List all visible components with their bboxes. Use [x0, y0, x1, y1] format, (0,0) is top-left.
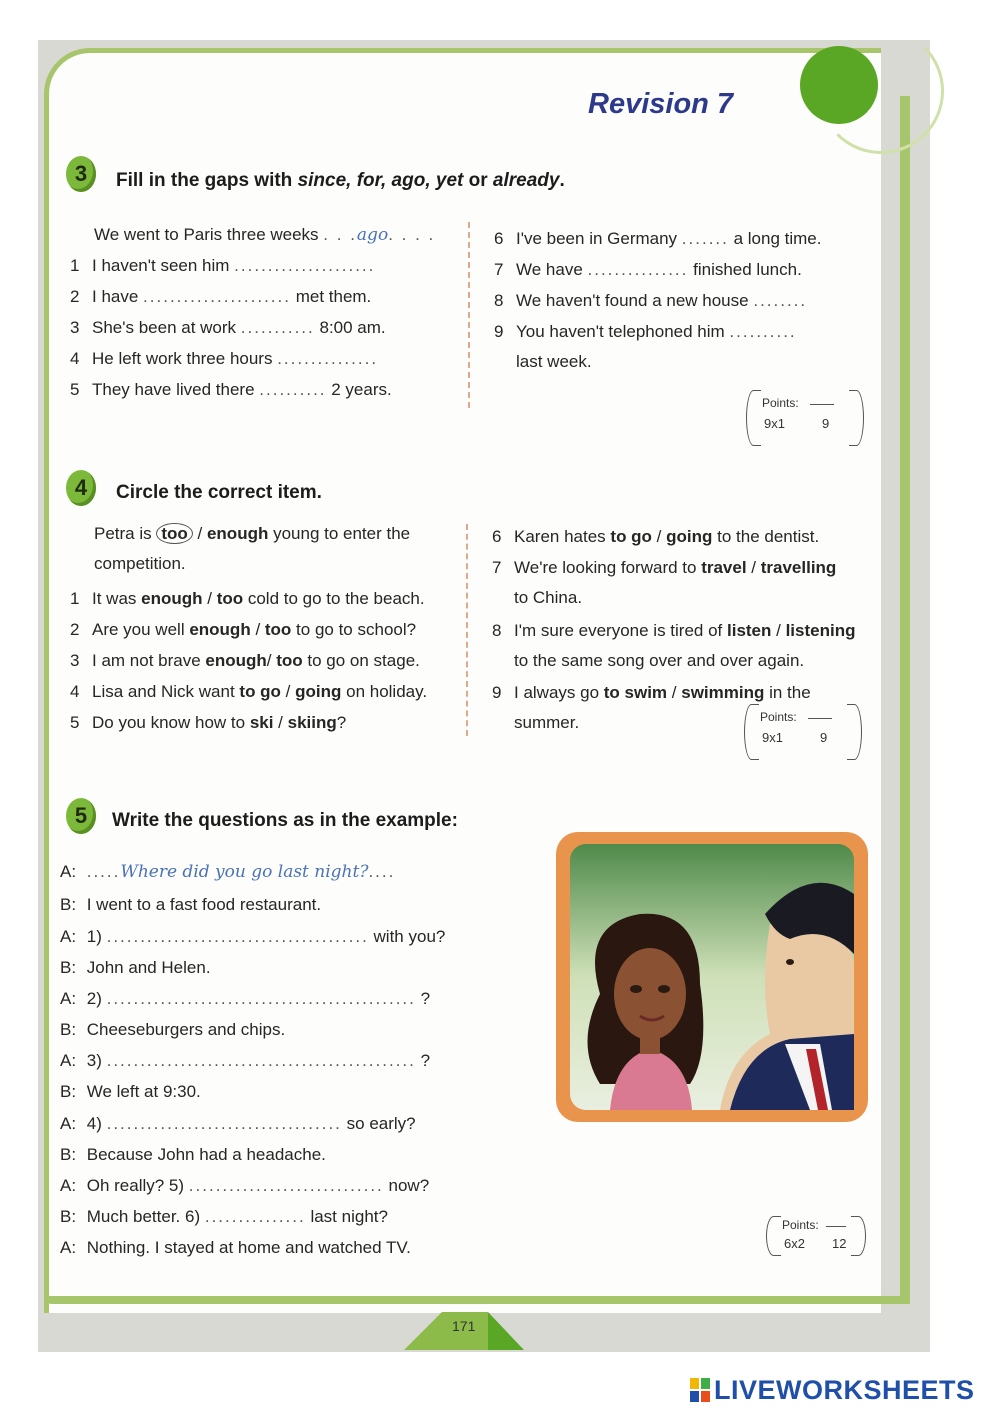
s3-item-9-cont: last week.	[516, 352, 592, 371]
option-b[interactable]: going	[295, 682, 342, 701]
points-bracket-right	[849, 390, 864, 446]
question-number: 4)	[86, 1114, 102, 1133]
example-text: Petra is	[94, 524, 157, 543]
speaker-label: B:	[60, 1082, 77, 1101]
s4-item-8	[492, 621, 855, 641]
section-3-badge: 3	[66, 156, 96, 192]
item-text-end: cold to go to the beach.	[243, 589, 425, 608]
speaker-label: A:	[60, 989, 77, 1008]
option-a[interactable]: enough	[141, 589, 203, 608]
answer-gap[interactable]: ...........	[240, 318, 315, 337]
question-number: 1)	[86, 927, 102, 946]
item-text-end: 8:00 am.	[319, 318, 386, 337]
item-text-end: to go on stage.	[302, 651, 420, 670]
option-sep: /	[273, 713, 288, 732]
points-bracket-left	[766, 1216, 781, 1256]
answer-gap[interactable]: ......................	[143, 287, 291, 306]
speaker-label: A:	[60, 927, 77, 946]
speaker-label: B:	[60, 958, 77, 977]
option-sep: /	[746, 558, 761, 577]
item-number: 9	[492, 683, 502, 702]
item-text: I always go	[514, 683, 604, 702]
s5-line-q4	[60, 1114, 416, 1134]
item-text-end: finished lunch.	[693, 260, 802, 279]
speaker-label: A:	[60, 862, 77, 881]
s4-item-7	[492, 558, 836, 578]
option-b[interactable]: too	[264, 620, 292, 639]
s4-item-4	[70, 682, 427, 702]
item-text: We're looking forward to	[514, 558, 702, 577]
item-text: It was	[92, 589, 142, 608]
item-text: I haven't seen him	[92, 256, 230, 275]
item-text: I'm sure everyone is tired of	[514, 621, 727, 640]
option-b[interactable]: listening	[785, 621, 856, 640]
illustration-frame	[556, 832, 868, 1122]
dialogue-text: with you?	[373, 927, 446, 946]
option-b[interactable]: swimming	[681, 683, 765, 702]
points-fraction-bar	[808, 718, 832, 719]
item-number: 5	[70, 713, 80, 732]
item-text: I've been in Germany	[516, 229, 678, 248]
question-number: 2)	[86, 989, 102, 1008]
section-3-points	[746, 390, 864, 446]
item-text: We haven't found a new house	[516, 291, 749, 310]
item-number: 4	[70, 349, 80, 368]
s5-line-b4	[60, 1082, 201, 1102]
item-number: 8	[492, 621, 502, 640]
option-sep: /	[250, 620, 265, 639]
item-number: 1	[70, 256, 80, 275]
example-answer: ago	[356, 225, 389, 245]
speaker-label: B:	[60, 895, 77, 914]
item-text: We have	[516, 260, 583, 279]
item-text-end: to go to school?	[291, 620, 417, 639]
points-label: Points:	[762, 396, 799, 410]
item-text-end: ?	[336, 713, 347, 732]
example-text: We went to Paris three weeks	[94, 225, 319, 244]
s5-line-b5	[60, 1145, 326, 1165]
question-number: 3)	[86, 1051, 102, 1070]
s5-line-b2	[60, 958, 211, 978]
section-5-badge: 5	[66, 798, 96, 834]
heading-keyword: already	[492, 170, 560, 191]
item-text-end: to the dentist.	[712, 527, 820, 546]
section-5-points	[766, 1216, 866, 1256]
option-b[interactable]: skiing	[287, 713, 337, 732]
liveworksheets-logo-icon	[690, 1378, 710, 1402]
points-bracket-left	[746, 390, 761, 446]
option-sep: /	[771, 621, 786, 640]
item-text: I have	[92, 287, 139, 306]
s3-item-3	[70, 318, 386, 338]
gap-dots: ....	[368, 862, 396, 881]
points-label: Points:	[760, 710, 797, 724]
section-4-points	[744, 704, 862, 760]
option-a[interactable]: enough	[189, 620, 251, 639]
question-number: Much better. 6)	[86, 1207, 201, 1226]
points-fraction-bar	[810, 404, 834, 405]
item-text-end: in the	[764, 683, 811, 702]
dialogue-text: ?	[420, 989, 431, 1008]
item-text: Do you know how to	[92, 713, 250, 732]
s5-line-q2	[60, 989, 430, 1009]
answer-gap[interactable]: ...............	[204, 1207, 306, 1226]
dialogue-text: so early?	[346, 1114, 416, 1133]
answer-gap[interactable]: .............................	[188, 1176, 384, 1195]
s4-item-9-cont: summer.	[514, 713, 580, 732]
example-answer: Where did you go last night?	[120, 862, 369, 882]
s3-item-9	[494, 322, 797, 342]
brand-name: LIVEWORKSHEETS	[714, 1375, 975, 1405]
s4-item-6	[492, 527, 819, 547]
points-bracket-right	[847, 704, 862, 760]
s5-line-example	[60, 862, 395, 882]
answer-gap[interactable]: .......................................	[106, 927, 369, 946]
column-divider	[466, 524, 468, 736]
points-total: 12	[832, 1236, 847, 1251]
item-text: Are you well	[92, 620, 190, 639]
item-number: 6	[494, 229, 504, 248]
dialogue-text: last night?	[310, 1207, 388, 1226]
item-number: 1	[70, 589, 80, 608]
points-label: Points:	[782, 1218, 819, 1232]
speaker-label: B:	[60, 1020, 77, 1039]
page-title: Revision 7	[588, 88, 734, 120]
s3-item-6	[494, 229, 821, 249]
s5-line-b1	[60, 895, 321, 915]
heading-text: or	[463, 170, 493, 191]
option-b[interactable]: too	[216, 589, 244, 608]
speaker-label: A:	[60, 1238, 77, 1257]
answer-gap[interactable]: ........	[753, 291, 808, 310]
answer-gap[interactable]: ..........	[259, 380, 327, 399]
page-border-bottom	[44, 1296, 904, 1304]
dialogue-text: now?	[388, 1176, 430, 1195]
s4-item-5	[70, 713, 346, 733]
item-number: 3	[70, 651, 80, 670]
points-fraction-bar	[826, 1226, 846, 1227]
speaker-label: B:	[60, 1145, 77, 1164]
s3-item-7	[494, 260, 802, 280]
item-text: They have lived there	[92, 380, 255, 399]
answer-gap[interactable]: ..............................................	[106, 989, 416, 1008]
points-multiplier: 9x1	[764, 416, 785, 431]
section-3-heading	[116, 170, 565, 192]
page-number: 171	[452, 1318, 476, 1334]
item-text: He left work three hours	[92, 349, 273, 368]
s5-line-b6	[60, 1238, 411, 1258]
s5-line-q3	[60, 1051, 430, 1071]
item-number: 3	[70, 318, 80, 337]
s4-item-7-cont: to China.	[514, 588, 583, 607]
dialogue-text: Because John had a headache.	[86, 1145, 326, 1164]
option-a[interactable]: ski	[249, 713, 274, 732]
speaker-label: A:	[60, 1114, 77, 1133]
illustration-couple	[570, 844, 854, 1110]
item-number: 6	[492, 527, 502, 546]
s3-item-4	[70, 349, 378, 369]
example-text: young to enter the	[268, 524, 411, 543]
option-b[interactable]: travelling	[760, 558, 837, 577]
speaker-label: A:	[60, 1176, 77, 1195]
item-number: 9	[494, 322, 504, 341]
speaker-label: B:	[60, 1207, 77, 1226]
answer-gap[interactable]: ..........	[729, 322, 797, 341]
dialogue-text: John and Helen.	[86, 958, 211, 977]
s4-item-2	[70, 620, 416, 640]
option-a[interactable]: to swim	[603, 683, 668, 702]
option-b[interactable]: going	[666, 527, 713, 546]
s4-item-8-cont: to the same song over and over again.	[514, 651, 805, 670]
example-sep: /	[192, 524, 207, 543]
s4-item-1	[70, 589, 425, 609]
answer-gap[interactable]: ...............	[587, 260, 689, 279]
item-number: 7	[492, 558, 502, 577]
item-number: 7	[494, 260, 504, 279]
option-a[interactable]: listen	[727, 621, 772, 640]
s5-line-q1	[60, 927, 445, 947]
s5-line-b3	[60, 1020, 285, 1040]
section-4-heading: Circle the correct item.	[116, 482, 322, 503]
s5-line-q5	[60, 1176, 429, 1196]
circled-answer: too	[156, 523, 192, 544]
dialogue-text: We left at 9:30.	[86, 1082, 201, 1101]
item-text-end: 2 years.	[331, 380, 392, 399]
heading-text: .	[559, 170, 565, 191]
points-multiplier: 6x2	[784, 1236, 805, 1251]
option-sep: /	[202, 589, 217, 608]
option-sep: /	[280, 682, 296, 701]
points-total: 9	[820, 730, 828, 745]
option-b[interactable]: too	[276, 651, 303, 670]
item-text: Karen hates	[514, 527, 611, 546]
points-multiplier: 9x1	[762, 730, 783, 745]
example-option: enough	[206, 524, 269, 543]
gap-dots: . . . .	[388, 225, 436, 244]
section-4-example-cont: competition.	[94, 554, 186, 573]
gap-dots: .....	[86, 862, 121, 881]
points-bracket-left	[744, 704, 759, 760]
section-5-heading: Write the questions as in the example:	[112, 810, 458, 831]
answer-gap[interactable]: ...............	[277, 349, 379, 368]
points-total: 9	[822, 416, 830, 431]
section-4-example	[94, 524, 410, 544]
item-text: Lisa and Nick want	[92, 682, 240, 701]
dialogue-text: Nothing. I stayed at home and watched TV.	[86, 1238, 411, 1257]
option-sep: /	[266, 651, 277, 670]
item-number: 2	[70, 287, 80, 306]
item-text-end: met them.	[295, 287, 372, 306]
s3-item-2	[70, 287, 371, 307]
heading-text: Fill in the gaps with	[116, 170, 298, 191]
option-a[interactable]: travel	[701, 558, 747, 577]
item-text: She's been at work	[92, 318, 237, 337]
item-text: I am not brave	[92, 651, 206, 670]
item-text: You haven't telephoned him	[516, 322, 725, 341]
option-a[interactable]: to go	[239, 682, 281, 701]
option-a[interactable]: to go	[610, 527, 652, 546]
item-text-end: on holiday.	[341, 682, 428, 701]
s3-item-1	[70, 256, 375, 276]
section-4-badge: 4	[66, 470, 96, 506]
column-divider	[468, 222, 470, 408]
item-number: 5	[70, 380, 80, 399]
heading-keywords: since, for, ago, yet	[297, 170, 464, 191]
option-sep: /	[651, 527, 667, 546]
section-3-example	[94, 225, 435, 245]
s3-item-8	[494, 291, 807, 311]
answer-gap[interactable]: .....................	[234, 256, 376, 275]
answer-gap[interactable]: ..............................................	[106, 1051, 416, 1070]
points-bracket-right	[851, 1216, 866, 1256]
gap-dots: . . .	[323, 225, 357, 244]
answer-gap[interactable]: .......	[681, 229, 729, 248]
s3-item-5	[70, 380, 392, 400]
s5-line-q6	[60, 1207, 388, 1227]
dialogue-text: I went to a fast food restaurant.	[86, 895, 322, 914]
s4-item-9	[492, 683, 811, 703]
item-number: 8	[494, 291, 504, 310]
dialogue-text: Cheeseburgers and chips.	[86, 1020, 286, 1039]
s4-item-3	[70, 651, 420, 671]
item-number: 4	[70, 682, 80, 701]
question-number: Oh really? 5)	[86, 1176, 185, 1195]
answer-gap[interactable]: ...................................	[106, 1114, 342, 1133]
option-a[interactable]: enough	[205, 651, 267, 670]
item-number: 2	[70, 620, 80, 639]
item-text-end: a long time.	[733, 229, 822, 248]
dialogue-text: ?	[420, 1051, 431, 1070]
option-sep: /	[667, 683, 682, 702]
speaker-label: A:	[60, 1051, 77, 1070]
corner-circle-decoration	[800, 46, 878, 124]
page-border-right	[900, 96, 910, 1304]
